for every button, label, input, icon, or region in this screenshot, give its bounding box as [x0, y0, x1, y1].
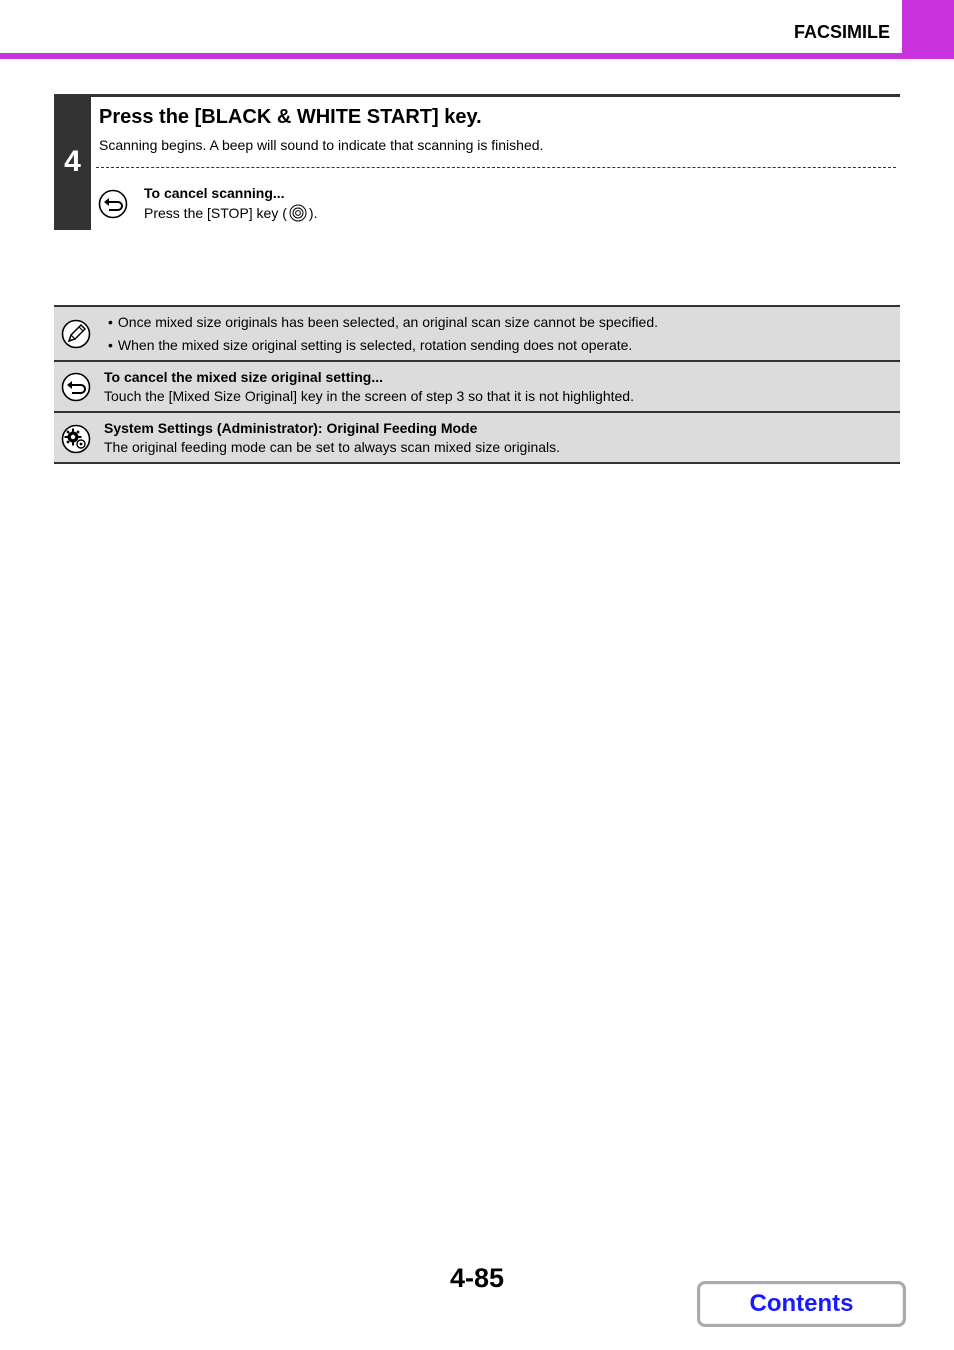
cancel-scanning-title: To cancel scanning... — [144, 185, 285, 201]
cancel-mixed-row — [54, 360, 900, 411]
cancel-arrow-icon — [98, 189, 128, 219]
note-bullet: • When the mixed size original setting is selected, rotation sending does not operate. — [108, 336, 900, 355]
cancel-text-before: Press the [STOP] key ( — [144, 205, 287, 221]
step-title: Press the [BLACK & WHITE START] key. — [99, 106, 482, 128]
note-bullet: • Once mixed size originals has been selected, an original scan size cannot be specified. — [108, 313, 900, 332]
step-description: Scanning begins. A beep will sound to indicate that scanning is finished. — [99, 137, 544, 153]
system-settings-row — [54, 411, 900, 464]
step-number: 4 — [54, 94, 91, 230]
header-title: FACSIMILE — [793, 22, 890, 42]
header-line — [0, 53, 954, 59]
cancel-arrow-icon — [61, 372, 91, 402]
note-bullets — [104, 313, 900, 355]
cancel-scanning-text — [144, 204, 317, 222]
cancel-mixed-text: Touch the [Mixed Size Original] key in the screen of step 3 so that it is not highlighted. — [104, 388, 634, 404]
system-settings-text: The original feeding mode can be set to always scan mixed size originals. — [104, 439, 561, 455]
gear-settings-icon — [61, 424, 91, 454]
cancel-mixed-title: To cancel the mixed size original setting... — [104, 369, 384, 385]
pencil-note-icon — [61, 319, 91, 349]
notes-panel — [54, 305, 900, 464]
cancel-text-after: ). — [308, 205, 318, 221]
note-row — [54, 305, 900, 360]
contents-button[interactable]: Contents — [697, 1281, 906, 1327]
stop-key-icon — [289, 204, 307, 222]
system-settings-title: System Settings (Administrator): Original Feeding Mode — [104, 420, 478, 436]
step-4-block — [54, 94, 900, 230]
step-divider — [91, 94, 900, 97]
dotted-separator — [96, 167, 896, 168]
page-number: 4-85 — [449, 1263, 505, 1293]
header-tab — [902, 0, 954, 53]
